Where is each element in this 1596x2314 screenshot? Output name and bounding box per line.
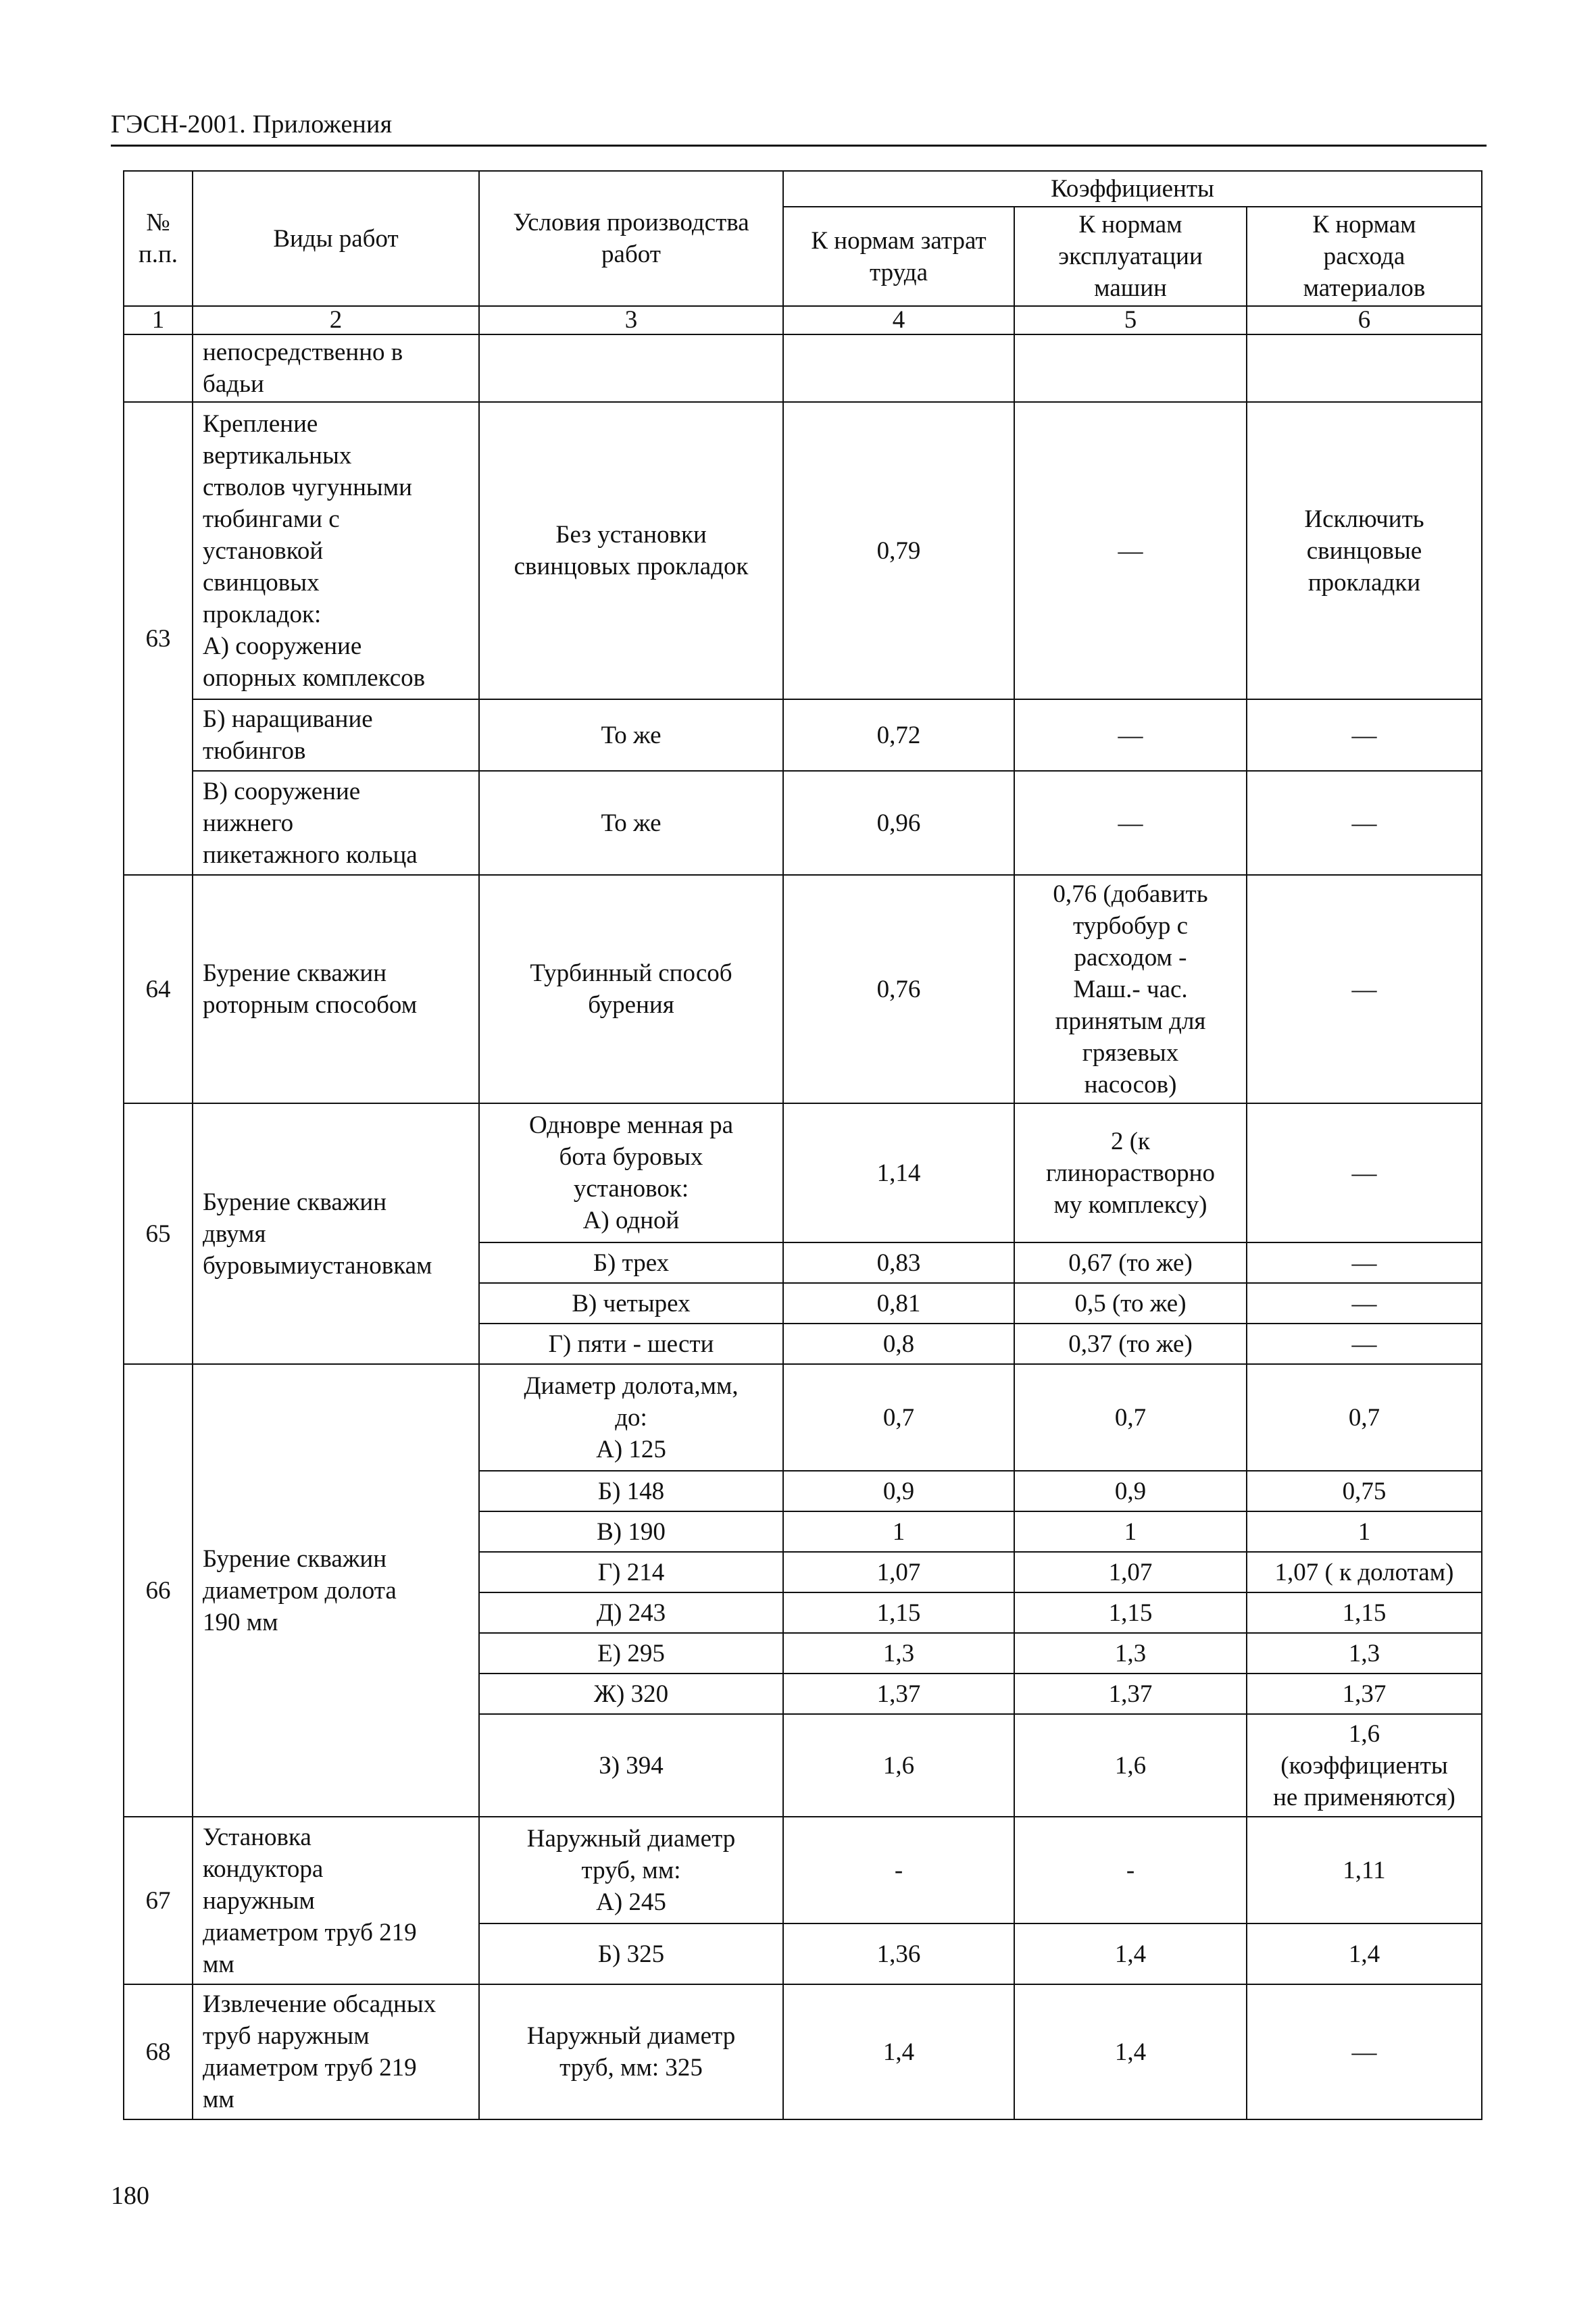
cell-conditions: Турбинный способ бурения [479, 875, 783, 1103]
cell-conditions: Без установки свинцовых прокладок [479, 402, 783, 699]
cell-labor: 1,14 [783, 1103, 1014, 1242]
cell-conditions: Одновре менная ра бота буровых установок: А) одной [479, 1103, 783, 1242]
column-index-4: 4 [783, 306, 1014, 334]
header-materials: К нормам расхода материалов [1247, 207, 1482, 306]
cell-conditions: Б) 325 [479, 1923, 783, 1984]
cell-work-type: Крепление вертикальных стволов чугунными тюбингами с установкой свинцовых прокладок: А) сооружение опорных комплексов [193, 402, 479, 699]
cell-machines: 0,76 (добавить турбобур с расходом - Маш.- час. принятым для грязевых насосов) [1014, 875, 1247, 1103]
cell-machines: 2 (к глинорастворно му комплексу) [1014, 1103, 1247, 1242]
cell-conditions: Б) 148 [479, 1471, 783, 1511]
cell-conditions: Наружный диаметр труб, мм: 325 [479, 1984, 783, 2119]
running-header: ГЭСН-2001. Приложения [111, 110, 393, 139]
cell-labor: 1,36 [783, 1923, 1014, 1984]
cell-materials: — [1247, 771, 1482, 875]
cell-conditions [479, 334, 783, 402]
cell-work-type: Установка кондуктора наружным диаметром труб 219 мм [193, 1817, 479, 1984]
cell-machines [1014, 334, 1247, 402]
cell-num-65: 65 [124, 1103, 193, 1364]
cell-labor: - [783, 1817, 1014, 1923]
cell-labor: 1 [783, 1511, 1014, 1552]
cell-machines: - [1014, 1817, 1247, 1923]
table-row-65a [124, 1103, 1482, 1242]
cell-machines: — [1014, 771, 1247, 875]
cell-machines: 0,37 (то же) [1014, 1324, 1247, 1364]
cell-machines: — [1014, 699, 1247, 771]
cell-labor: 0,81 [783, 1283, 1014, 1324]
cell-conditions: Г) пяти - шести [479, 1324, 783, 1364]
table-row-63c [124, 771, 1482, 875]
coefficients-table [123, 170, 1482, 2120]
cell-labor: 0,76 [783, 875, 1014, 1103]
cell-materials: 1,15 [1247, 1592, 1482, 1633]
cell-machines: 0,67 (то же) [1014, 1242, 1247, 1283]
cell-machines: 1,37 [1014, 1674, 1247, 1714]
cell-materials: — [1247, 1242, 1482, 1283]
cell-work-type: Бурение скважин роторным способом [193, 875, 479, 1103]
cell-labor: 1,37 [783, 1674, 1014, 1714]
table-row-63b [124, 699, 1482, 771]
cell-labor: 1,6 [783, 1714, 1014, 1817]
header-labor: К нормам затрат труда [783, 207, 1014, 306]
cell-labor: 1,3 [783, 1633, 1014, 1674]
cell-num-66: 66 [124, 1364, 193, 1817]
cell-labor [783, 334, 1014, 402]
cell-conditions: Диаметр долота,мм, до: А) 125 [479, 1364, 783, 1471]
cell-materials: — [1247, 1984, 1482, 2119]
cell-conditions: То же [479, 699, 783, 771]
cell-materials: — [1247, 1283, 1482, 1324]
column-index-2: 2 [193, 306, 479, 334]
column-index-5: 5 [1014, 306, 1247, 334]
cell-labor: 1,15 [783, 1592, 1014, 1633]
header-rule [111, 145, 1487, 147]
cell-num-63: 63 [124, 402, 193, 875]
header-conditions: Условия производства работ [479, 171, 783, 306]
cell-machines: 1,4 [1014, 1923, 1247, 1984]
cell-num-67: 67 [124, 1817, 193, 1984]
header-coefficients: Коэффициенты [783, 171, 1482, 207]
cell-materials: 1,11 [1247, 1817, 1482, 1923]
cell-conditions: В) четырех [479, 1283, 783, 1324]
column-index-1: 1 [124, 306, 193, 334]
cell-machines: 1,3 [1014, 1633, 1247, 1674]
cell-labor: 0,7 [783, 1364, 1014, 1471]
cell-conditions: Ж) 320 [479, 1674, 783, 1714]
cell-machines: 1,4 [1014, 1984, 1247, 2119]
cell-machines: 1,15 [1014, 1592, 1247, 1633]
cell-num [124, 334, 193, 402]
cell-labor: 0,9 [783, 1471, 1014, 1511]
cell-labor: 1,4 [783, 1984, 1014, 2119]
cell-conditions: В) 190 [479, 1511, 783, 1552]
cell-conditions: З) 394 [479, 1714, 783, 1817]
header-machines: К нормам эксплуатации машин [1014, 207, 1247, 306]
cell-materials: 0,75 [1247, 1471, 1482, 1511]
cell-materials: Исключить свинцовые прокладки [1247, 402, 1482, 699]
cell-labor: 0,79 [783, 402, 1014, 699]
table-row-68 [124, 1984, 1482, 2119]
page-number: 180 [111, 2182, 149, 2210]
cell-materials: 1,07 ( к долотам) [1247, 1552, 1482, 1592]
cell-materials: 1 [1247, 1511, 1482, 1552]
column-index-6: 6 [1247, 306, 1482, 334]
cell-materials: 0,7 [1247, 1364, 1482, 1471]
header-num: № п.п. [124, 171, 193, 306]
cell-machines: 0,7 [1014, 1364, 1247, 1471]
cell-work-type: Бурение скважин диаметром долота 190 мм [193, 1364, 479, 1817]
table-row-63a [124, 402, 1482, 699]
cell-machines: 1,6 [1014, 1714, 1247, 1817]
cell-work-type: Извлечение обсадных труб наружным диаметром труб 219 мм [193, 1984, 479, 2119]
cell-labor: 1,07 [783, 1552, 1014, 1592]
cell-materials: 1,4 [1247, 1923, 1482, 1984]
column-index-3: 3 [479, 306, 783, 334]
table-row-64 [124, 875, 1482, 1103]
cell-materials: 1,6 (коэффициенты не применяются) [1247, 1714, 1482, 1817]
cell-work-type: Бурение скважин двумя буровымиустановкам [193, 1103, 479, 1364]
cell-materials: — [1247, 875, 1482, 1103]
cell-conditions: Наружный диаметр труб, мм: А) 245 [479, 1817, 783, 1923]
header-work-type: Виды работ [193, 171, 479, 306]
cell-materials: — [1247, 1324, 1482, 1364]
cell-labor: 0,83 [783, 1242, 1014, 1283]
cell-work-type: непосредственно в бадьи [193, 334, 479, 402]
cell-conditions: Б) трех [479, 1242, 783, 1283]
cell-conditions: Е) 295 [479, 1633, 783, 1674]
table-row-67a [124, 1817, 1482, 1923]
cell-labor: 0,72 [783, 699, 1014, 771]
cell-machines: 0,5 (то же) [1014, 1283, 1247, 1324]
cell-num-68: 68 [124, 1984, 193, 2119]
cell-work-type: В) сооружение нижнего пикетажного кольца [193, 771, 479, 875]
cell-machines: 0,9 [1014, 1471, 1247, 1511]
cell-labor: 0,96 [783, 771, 1014, 875]
cell-conditions: То же [479, 771, 783, 875]
cell-materials: — [1247, 699, 1482, 771]
table-row-66a [124, 1364, 1482, 1471]
table-row-continuation [124, 334, 1482, 402]
coefficients-table-wrapper [123, 170, 1482, 2120]
cell-machines: 1,07 [1014, 1552, 1247, 1592]
cell-machines: — [1014, 402, 1247, 699]
cell-labor: 0,8 [783, 1324, 1014, 1364]
cell-materials [1247, 334, 1482, 402]
cell-materials: 1,37 [1247, 1674, 1482, 1714]
cell-machines: 1 [1014, 1511, 1247, 1552]
cell-conditions: Д) 243 [479, 1592, 783, 1633]
cell-work-type: Б) наращивание тюбингов [193, 699, 479, 771]
cell-materials: 1,3 [1247, 1633, 1482, 1674]
cell-conditions: Г) 214 [479, 1552, 783, 1592]
cell-materials: — [1247, 1103, 1482, 1242]
cell-num-64: 64 [124, 875, 193, 1103]
